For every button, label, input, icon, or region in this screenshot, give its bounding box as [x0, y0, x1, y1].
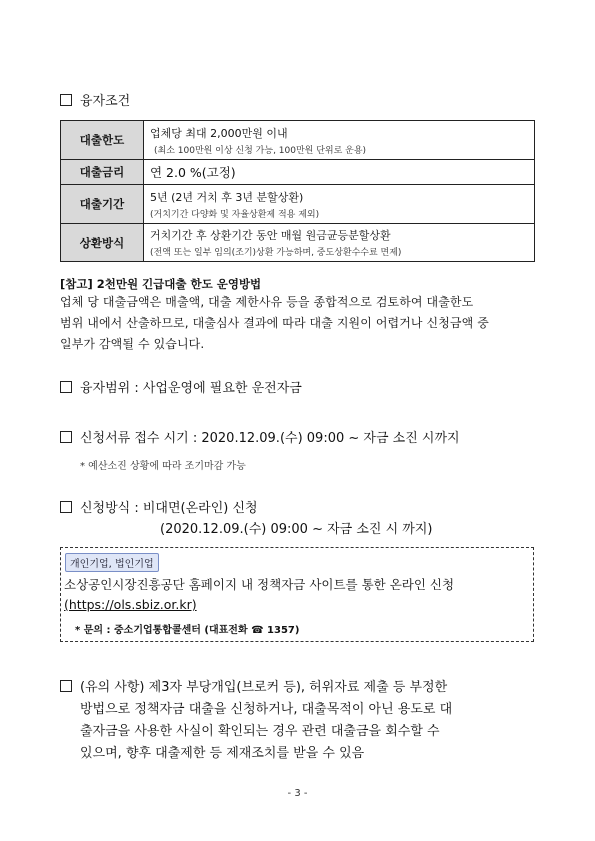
row-label: 대출한도	[61, 121, 144, 160]
section-text: 신청방식 : 비대면(온라인) 신청	[80, 501, 258, 516]
section-text: 신청서류 접수 시기 : 2020.12.09.(수) 09:00 ~ 자금 소진 시까지	[80, 431, 460, 446]
caution-line: 있으며, 향후 대출제한 등 제재조치를 받을 수 있음	[80, 746, 365, 761]
row-sub-text: (거치기간 다양화 및 자율상환제 적용 제외)	[150, 209, 320, 220]
row-value	[144, 224, 535, 262]
row-value	[144, 121, 535, 160]
row-main-text: 연 2.0 %(고정)	[150, 165, 236, 180]
loan-conditions-table	[60, 120, 535, 262]
row-main-text: 거치기간 후 상환기간 동안 매월 원금균등분할상환	[150, 229, 391, 242]
section-title: 융자조건	[80, 94, 131, 109]
reference-line: 업체 당 대출금액은 매출액, 대출 제한사유 등을 종합적으로 검토하여 대출한도	[60, 295, 474, 309]
row-sub-text: (전액 또는 일부 임의(조기)상환 가능하며, 중도상환수수료 면제)	[150, 248, 402, 258]
section-scope	[60, 380, 302, 398]
square-bullet-icon	[60, 680, 72, 692]
row-value	[144, 185, 535, 224]
table-row	[61, 160, 535, 185]
caution-line: (유의 사항) 제3자 부당개입(브로커 등), 허위자료 제출 등 부정한	[80, 680, 448, 695]
section-period	[60, 430, 460, 448]
row-value	[144, 160, 535, 185]
table-row	[61, 121, 535, 160]
square-bullet-icon	[60, 431, 72, 443]
application-site-link[interactable]: (https://ols.sbiz.or.kr)	[64, 597, 197, 612]
row-main-text: 5년 (2년 거치 후 3년 분할상환)	[150, 190, 304, 204]
section-text: 융자범위 : 사업운영에 필요한 운전자금	[80, 381, 302, 396]
row-sub-text: (최소 100만원 이상 신청 가능, 100만원 단위로 운용)	[154, 145, 367, 156]
online-application-box	[60, 547, 534, 642]
reference-title: [참고] 2천만원 긴급대출 한도 운영방법	[60, 277, 262, 291]
square-bullet-icon	[60, 94, 72, 106]
table-row	[61, 185, 535, 224]
section-method	[60, 500, 258, 518]
reference-line: 일부가 감액될 수 있습니다.	[60, 337, 205, 351]
enterprise-type-tag: 개인기업, 법인기업	[65, 553, 159, 572]
row-label: 대출기간	[61, 185, 144, 224]
reference-paragraph	[60, 292, 540, 355]
period-note: * 예산소진 상황에 따라 조기마감 가능	[80, 461, 246, 472]
online-application-text: 소상공인시장진흥공단 홈페이지 내 정책자금 사이트를 통한 온라인 신청	[64, 577, 455, 592]
row-label: 대출금리	[61, 160, 144, 185]
section-loan-conditions	[60, 93, 130, 111]
table-row	[61, 224, 535, 262]
row-main-text: 업체당 최대 2,000만원 이내	[150, 126, 288, 140]
reference-line: 범위 내에서 산출하므로, 대출심사 결과에 따라 대출 지원이 어렵거나 신청금액 중	[60, 316, 489, 330]
caution-line: 방법으로 정책자금 대출을 신청하거나, 대출목적이 아닌 용도로 대	[80, 702, 453, 717]
square-bullet-icon	[60, 501, 72, 513]
section-caution	[60, 677, 452, 765]
page-number: - 3 -	[287, 788, 308, 799]
caution-line: 출자금을 사용한 사실이 확인되는 경우 관련 대출금을 회수할 수	[80, 724, 440, 739]
square-bullet-icon	[60, 381, 72, 393]
row-label: 상환방식	[61, 224, 144, 262]
inquiry-contact: * 문의 : 중소기업통합콜센터 (대표전화 ☎ 1357)	[75, 625, 300, 636]
method-period: (2020.12.09.(수) 09:00 ~ 자금 소진 시 까지)	[160, 522, 433, 537]
